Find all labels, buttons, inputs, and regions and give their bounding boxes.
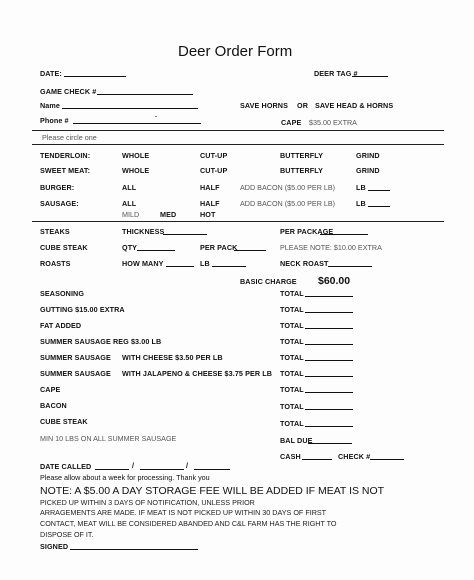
save-head-horns-option[interactable]: SAVE HEAD & HORNS — [315, 101, 394, 110]
note-line: DISPOSE OF IT. — [40, 530, 94, 539]
item-label: GUTTING $15.00 EXTRA — [40, 305, 125, 314]
form-title: Deer Order Form — [178, 43, 293, 60]
burger-add-bacon[interactable]: ADD BACON ($5.00 PER LB) — [240, 183, 336, 192]
heat-med[interactable]: MED — [160, 210, 177, 219]
divider-top — [32, 130, 444, 131]
scan-speck — [155, 116, 157, 117]
tenderloin-grind[interactable]: GRIND — [356, 151, 380, 160]
per-pack-label: PER PACK — [200, 243, 238, 252]
name-label: Name — [40, 101, 60, 110]
sausage-lb-field[interactable] — [368, 206, 390, 207]
total-field[interactable] — [305, 312, 353, 313]
date-called-day[interactable] — [140, 469, 184, 470]
sausage-lb-label: LB — [356, 199, 366, 208]
game-check-field[interactable] — [97, 94, 193, 95]
total-field[interactable] — [305, 296, 353, 297]
storage-fee-note: NOTE: A $5.00 A DAY STORAGE FEE WILL BE ADDED IF MEAT IS NOT — [40, 485, 385, 497]
heat-hot[interactable]: HOT — [200, 210, 216, 219]
item-label: CAPE — [40, 385, 61, 394]
total-label: TOTAL — [280, 305, 304, 314]
sweet-meat-grind[interactable]: GRIND — [356, 166, 380, 175]
basic-charge-label: BASIC CHARGE — [240, 277, 297, 286]
total-field[interactable] — [305, 328, 353, 329]
min-sausage-note: MIN 10 LBS ON ALL SUMMER SAUSAGE — [40, 434, 177, 443]
check-label: CHECK # — [338, 452, 371, 461]
total-label: TOTAL — [280, 419, 304, 428]
deer-tag-label: DEER TAG # — [314, 69, 358, 78]
total-field[interactable] — [305, 376, 353, 377]
total-label: TOTAL — [280, 353, 304, 362]
sweet-meat-cut-up[interactable]: CUT-UP — [200, 166, 228, 175]
how-many-label: HOW MANY — [122, 259, 164, 268]
burger-half[interactable]: HALF — [200, 183, 220, 192]
item-extra: WITH JALAPENO & CHEESE $3.75 PER LB — [122, 369, 273, 378]
steaks-label: STEAKS — [40, 227, 70, 236]
heat-mild[interactable]: MILD — [122, 210, 140, 219]
date-called-month[interactable] — [95, 469, 129, 470]
processing-note: Please allow about a week for processing. Thank you — [40, 473, 210, 482]
neck-roast-label: NECK ROAST — [280, 259, 329, 268]
per-pack-field[interactable] — [234, 250, 266, 251]
deer-tag-field[interactable] — [352, 76, 388, 77]
sausage-label: SAUSAGE: — [40, 199, 79, 208]
how-many-field[interactable] — [166, 266, 194, 267]
burger-lb-field[interactable] — [368, 190, 390, 191]
sweet-meat-label: SWEET MEAT: — [40, 166, 91, 175]
roast-lb-label: LB — [200, 259, 210, 268]
qty-label: QTY — [122, 243, 138, 252]
burger-all[interactable]: ALL — [122, 183, 137, 192]
cash-label: CASH — [280, 452, 301, 461]
phone-field[interactable] — [73, 123, 201, 124]
tenderloin-label: TENDERLOIN: — [40, 151, 91, 160]
total-label: TOTAL — [280, 385, 304, 394]
tenderloin-cut-up[interactable]: CUT-UP — [200, 151, 228, 160]
date-slash: / — [186, 461, 189, 470]
per-package-field[interactable] — [320, 234, 368, 235]
thickness-field[interactable] — [163, 234, 207, 235]
thickness-label: THICKNESS — [122, 227, 165, 236]
total-label: TOTAL — [280, 289, 304, 298]
per-package-label: PER PACKAGE — [280, 227, 334, 236]
total-label: TOTAL — [280, 321, 304, 330]
item-label: BACON — [40, 401, 67, 410]
basic-charge-value: $60.00 — [318, 275, 351, 287]
date-called-year[interactable] — [194, 469, 230, 470]
item-label: SUMMER SAUSAGE — [40, 369, 111, 378]
item-label: SUMMER SAUSAGE — [40, 353, 111, 362]
sweet-meat-whole[interactable]: WHOLE — [122, 166, 150, 175]
total-field[interactable] — [305, 392, 353, 393]
date-label: DATE: — [40, 69, 62, 78]
note-line: PICKED UP WITHIN 3 DAYS OF NOTIFICATION, UNLESS PRIOR — [40, 498, 255, 507]
sausage-add-bacon[interactable]: ADD BACON ($5.00 PER LB) — [240, 199, 336, 208]
divider-cuts — [32, 221, 444, 222]
cape-label: CAPE — [281, 118, 302, 127]
note-line: CONTACT, MEAT WILL BE CONSIDERED ABANDED AND C&L FARM HAS THE RIGHT TO — [40, 519, 337, 528]
cape-price: $35.00 EXTRA — [309, 118, 357, 127]
total-field[interactable] — [305, 426, 353, 427]
save-horns-option[interactable]: SAVE HORNS — [240, 101, 288, 110]
total-label: TOTAL — [280, 369, 304, 378]
check-field[interactable] — [370, 459, 404, 460]
total-field[interactable] — [305, 344, 353, 345]
item-label: SEASONING — [40, 289, 85, 298]
neck-roast-field[interactable] — [328, 266, 372, 267]
item-extra: WITH CHEESE $3.50 PER LB — [122, 353, 223, 362]
sausage-all[interactable]: ALL — [122, 199, 137, 208]
item-label: FAT ADDED — [40, 321, 82, 330]
tenderloin-butterfly[interactable]: BUTTERFLY — [280, 151, 323, 160]
bal-due-field[interactable] — [308, 443, 352, 444]
divider-options — [32, 144, 444, 145]
burger-label: BURGER: — [40, 183, 75, 192]
date-called-label: DATE CALLED — [40, 462, 92, 471]
name-field[interactable] — [62, 108, 198, 109]
item-label: SUMMER SAUSAGE REG $3.00 LB — [40, 337, 162, 346]
total-field[interactable] — [305, 409, 353, 410]
tenderloin-whole[interactable]: WHOLE — [122, 151, 150, 160]
item-label: CUBE STEAK — [40, 417, 88, 426]
total-field[interactable] — [305, 360, 353, 361]
cube-steak-note: PLEASE NOTE: $10.00 EXTRA — [280, 243, 382, 252]
signature-field[interactable] — [70, 549, 198, 550]
cash-field[interactable] — [302, 459, 332, 460]
total-label: TOTAL — [280, 402, 304, 411]
game-check-label: GAME CHECK # — [40, 87, 97, 96]
or-text: OR — [297, 101, 308, 110]
circle-note: Please circle one — [42, 133, 97, 142]
bal-due-label: BAL DUE — [280, 436, 313, 445]
total-label: TOTAL — [280, 337, 304, 346]
qty-field[interactable] — [137, 250, 175, 251]
signed-label: SIGNED — [40, 542, 69, 551]
note-line: ARRAGEMENTS ARE MADE. IF MEAT IS NOT PICKED UP WITHIN 30 DAYS OF FIRST — [40, 508, 327, 517]
phone-label: Phone # — [40, 116, 69, 125]
date-slash: / — [132, 461, 135, 470]
burger-lb-label: LB — [356, 183, 366, 192]
roast-lb-field[interactable] — [212, 266, 246, 267]
roasts-label: ROASTS — [40, 259, 71, 268]
sweet-meat-butterfly[interactable]: BUTTERFLY — [280, 166, 323, 175]
sausage-half[interactable]: HALF — [200, 199, 220, 208]
cube-steak-label: CUBE STEAK — [40, 243, 88, 252]
date-field[interactable] — [64, 76, 126, 77]
